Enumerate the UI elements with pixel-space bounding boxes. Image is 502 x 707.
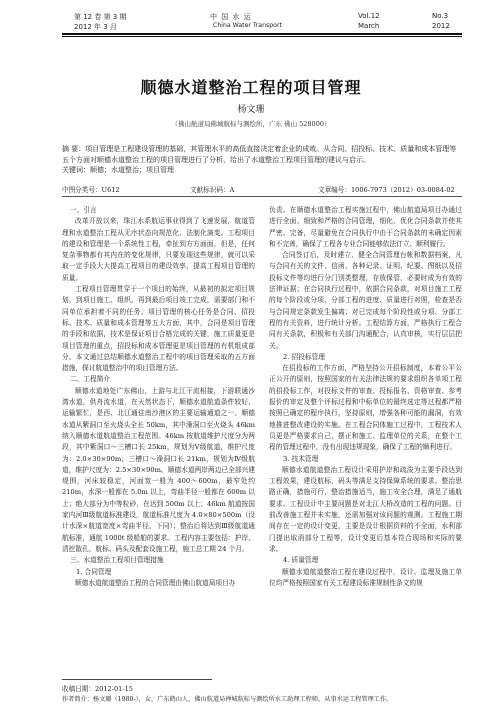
header-no: No.3 bbox=[432, 12, 449, 20]
header-rule-thin bbox=[62, 36, 462, 37]
paragraph: 改革开放以来，珠江水系航运事业得到了飞速发展，航道管理和水道整治工程从无序状态向规范化、法制化演变。工程项目的建设和管理是一个系统性工程，牵扯到方方面面，但是，任何复杂事物都有其内在的变化规律，只要发现这些规律，就可以采取一定手段大大提高工程项目的建设效率，提高工程项目管理的质量。 bbox=[62, 217, 255, 282]
author-name: 杨文珊 bbox=[237, 105, 265, 115]
document-code: 文献标识码：A bbox=[190, 186, 235, 194]
header-month-en: March bbox=[358, 22, 380, 30]
section-heading: 三、水道整治工程项目管理措施 bbox=[70, 556, 164, 565]
paragraph: 在招投标的工作方面，严格坚持公开招标制度，本着公平公正公开的原则，按照国家的有关法律法规的要求组织各单项工程的招投标工作，对投标文件的审查、投标报名、资格审查、参考报价的审定及整个评标过程和中标单位的最终选定等过程都严格按照已确定的程序执行，坚持原则，增强各种可能的漏洞，有效地推进整改建设的实施。在工程合同体施工过程中，工程技术人员更是严格要求自己，摆正和施工、监理单位的关系，在整个工程的管理过程中，没有出现违规现象，确保了工程的顺利进行。 bbox=[269, 364, 462, 452]
header-rule-thick bbox=[62, 33, 462, 35]
clc-number: 中图分类号：U612 bbox=[62, 186, 120, 194]
section-heading: 2. 招投标管理 bbox=[283, 352, 325, 361]
abstract-text: 摘 要：项目管理是工程建设管理的基础，其管理水平的高低直接决定着企业的成败。从合同、招投标、技术、质量和成本管理等五个方面对顺德水道整治工程的项目管理进行了分析，给出了水道整治工程项目管理的建议与启示。 bbox=[62, 145, 457, 164]
header-journal-en: China Water Transport bbox=[213, 22, 282, 29]
header-year: 2012 bbox=[432, 22, 450, 30]
paragraph: 负责。在顺德水道整治工程实施过程中，佛山航道局项目办通过进行全面、细致和严格的合同管理，细化、优化合同条款并使其严密、完备，尽量避免在合同执行中由于合同条款的未确定因素和不完善，确保了工程各专业合同能够依法订立、顺利履行。 bbox=[269, 206, 462, 248]
section-heading: 1. 合同管理 bbox=[76, 567, 112, 576]
section-heading: 二、工程简介 bbox=[70, 375, 111, 384]
paragraph: 合同签订后，及时建立、健全合同管理台帐和数据档案，凡与合同有关的文件、信函、各种记录、证明、纪要、图纸以及招投标文件等均进行分门别类整理，存放保管，必要时成为有效的法律证据；在合同执行过程中，依据合同条款，对项目施工工程的每个阶段或分项、分部工程的进度、质量进行对照，检查是否与合同规定条款发生偏离；对已完成每个阶段性或分项、分部工程的有关资料，进行统计分析。工程结算方面，严格执行工程合同有关条款，积极和有关部门沟通配合，认真审核，实行层层把关。 bbox=[269, 251, 462, 350]
header-vol: Vol.12 bbox=[358, 12, 380, 20]
body-right-column bbox=[269, 205, 462, 589]
abstract-rule bbox=[62, 196, 462, 197]
paragraph: 顺德水道航道整治工程在建设过程中，设计、监理及施工单位均严格按照国家有关工程建设标准规制性条文的规 bbox=[269, 567, 462, 587]
header-journal-cn: 中 国 水 运 bbox=[210, 13, 252, 21]
received-date: 收稿日期：2012-01-15 bbox=[62, 685, 133, 693]
section-heading: 4. 质量管理 bbox=[283, 556, 319, 565]
paragraph: 顺德水道地处广东佛山，上游与北江干流相接，下游联通沙湾水道，供舟流水道，在天然状态下，顺德水道航道条件较好，运输繁忙，是西、北江通往南沙港区的主要运输通道之一。顺德水道从紫洞口至火烧头全长 50km，其中澡洞口至火烧头 46km 纳入顺德水道航道整治工程范围。46km 按航道维护尺度分为两段，其中紫洞口～三槽口长 25km，规划为Ⅴ级航道，维护尺度为：2.0×30×90m；三槽口～澡洞口长 21km，规划为Ⅳ级航道，维护尺度为：2.5×30×90m。顺德水道两岸两边已全部兴建堤围，河床较稳定，河面宽一般为 400～600m，最窄处约 210m，水深一般都在 5.0m 以上，弯曲半径一般都在 600m 以上；绝大部分为中等粒砂，在达到 500m 以上；46km 航道按国家内河Ⅲ级航道标准建设，航道标准尺度为 4.0×80×500m（设计水深×航道宽度×弯曲半径，下同）；整治后将达到Ⅲ级航道通航标准，通航 1000t 级船舶的要求。工程内容主要包括：护岸、清挖散孔，航标、码头及配套设施工程，施工总工期 24 个月。 bbox=[62, 386, 255, 553]
paragraph: 顺德水道航道整治工程的合同管理由佛山航道局项目办 bbox=[75, 578, 236, 587]
footnote-rule bbox=[62, 679, 212, 680]
section-heading: 一、引言 bbox=[70, 206, 97, 214]
header-year-month: 2012 年 3 月 bbox=[74, 23, 117, 31]
keywords: 关键词：顺德；水道整治；项目管理 bbox=[62, 166, 174, 174]
author-bio: 作者简介：杨文珊（1980-），女，广东鹤山人，佛山航道局禅城航标与测绘所水工助理工程师，从事水运工程管理工作。 bbox=[62, 696, 393, 703]
article-title: 顺德水道整治工程的项目管理 bbox=[140, 78, 362, 97]
paragraph: 工程项目管理贯穿于一个项目的始终，从最初的拟定项目规划，到项目施工、组织，再到最后项目竣工完成，需要部门和不同单位承担着不同的任务。项目管理的核心任务是合同、招投标、技术、质量和成本管理等五大方面，其中，合同是项目管理的手段和依据，技术是保证项目合格完成的关键，施工质量更是项目管理的重点，招投标和成本管理更是项目管理的有机组成部分。本文通过总结顺德水道整治工程中的项目管理采取的五方面措施，探讨航道整治中的项目管理方法。 bbox=[62, 285, 255, 373]
article-number: 文章编号：1006-7973（2012）03-0084-02 bbox=[318, 186, 455, 194]
body-left-column bbox=[62, 205, 255, 589]
abstract-block bbox=[62, 144, 462, 176]
author-affiliation: （佛山航道局佛城航标与测绘所，广东 佛山 528000） bbox=[171, 120, 331, 128]
paragraph: 顺德水道航道整治工程设计采用护岸和疏浚为主要手段达到工程效果，建设航标，码头等满足支持保障系统的要求。整治思路正确，措施可行，整治措施适当，施工安全合理，满足了通航要求。工程设计中主要问题是对北江大桥改造的工程的问题。目前改善施工程并未实施，还需加强对该问题的观测。工程施工期间存在一定的设计变更，主要是设计根据资料的不全面，水利部门提出取消部分工程等，设计变更后基本符合现场和实际的要求。 bbox=[269, 465, 462, 553]
section-heading: 3. 技术管理 bbox=[283, 454, 319, 463]
header-issue: 第 12 卷 第 3 期 bbox=[74, 13, 127, 21]
